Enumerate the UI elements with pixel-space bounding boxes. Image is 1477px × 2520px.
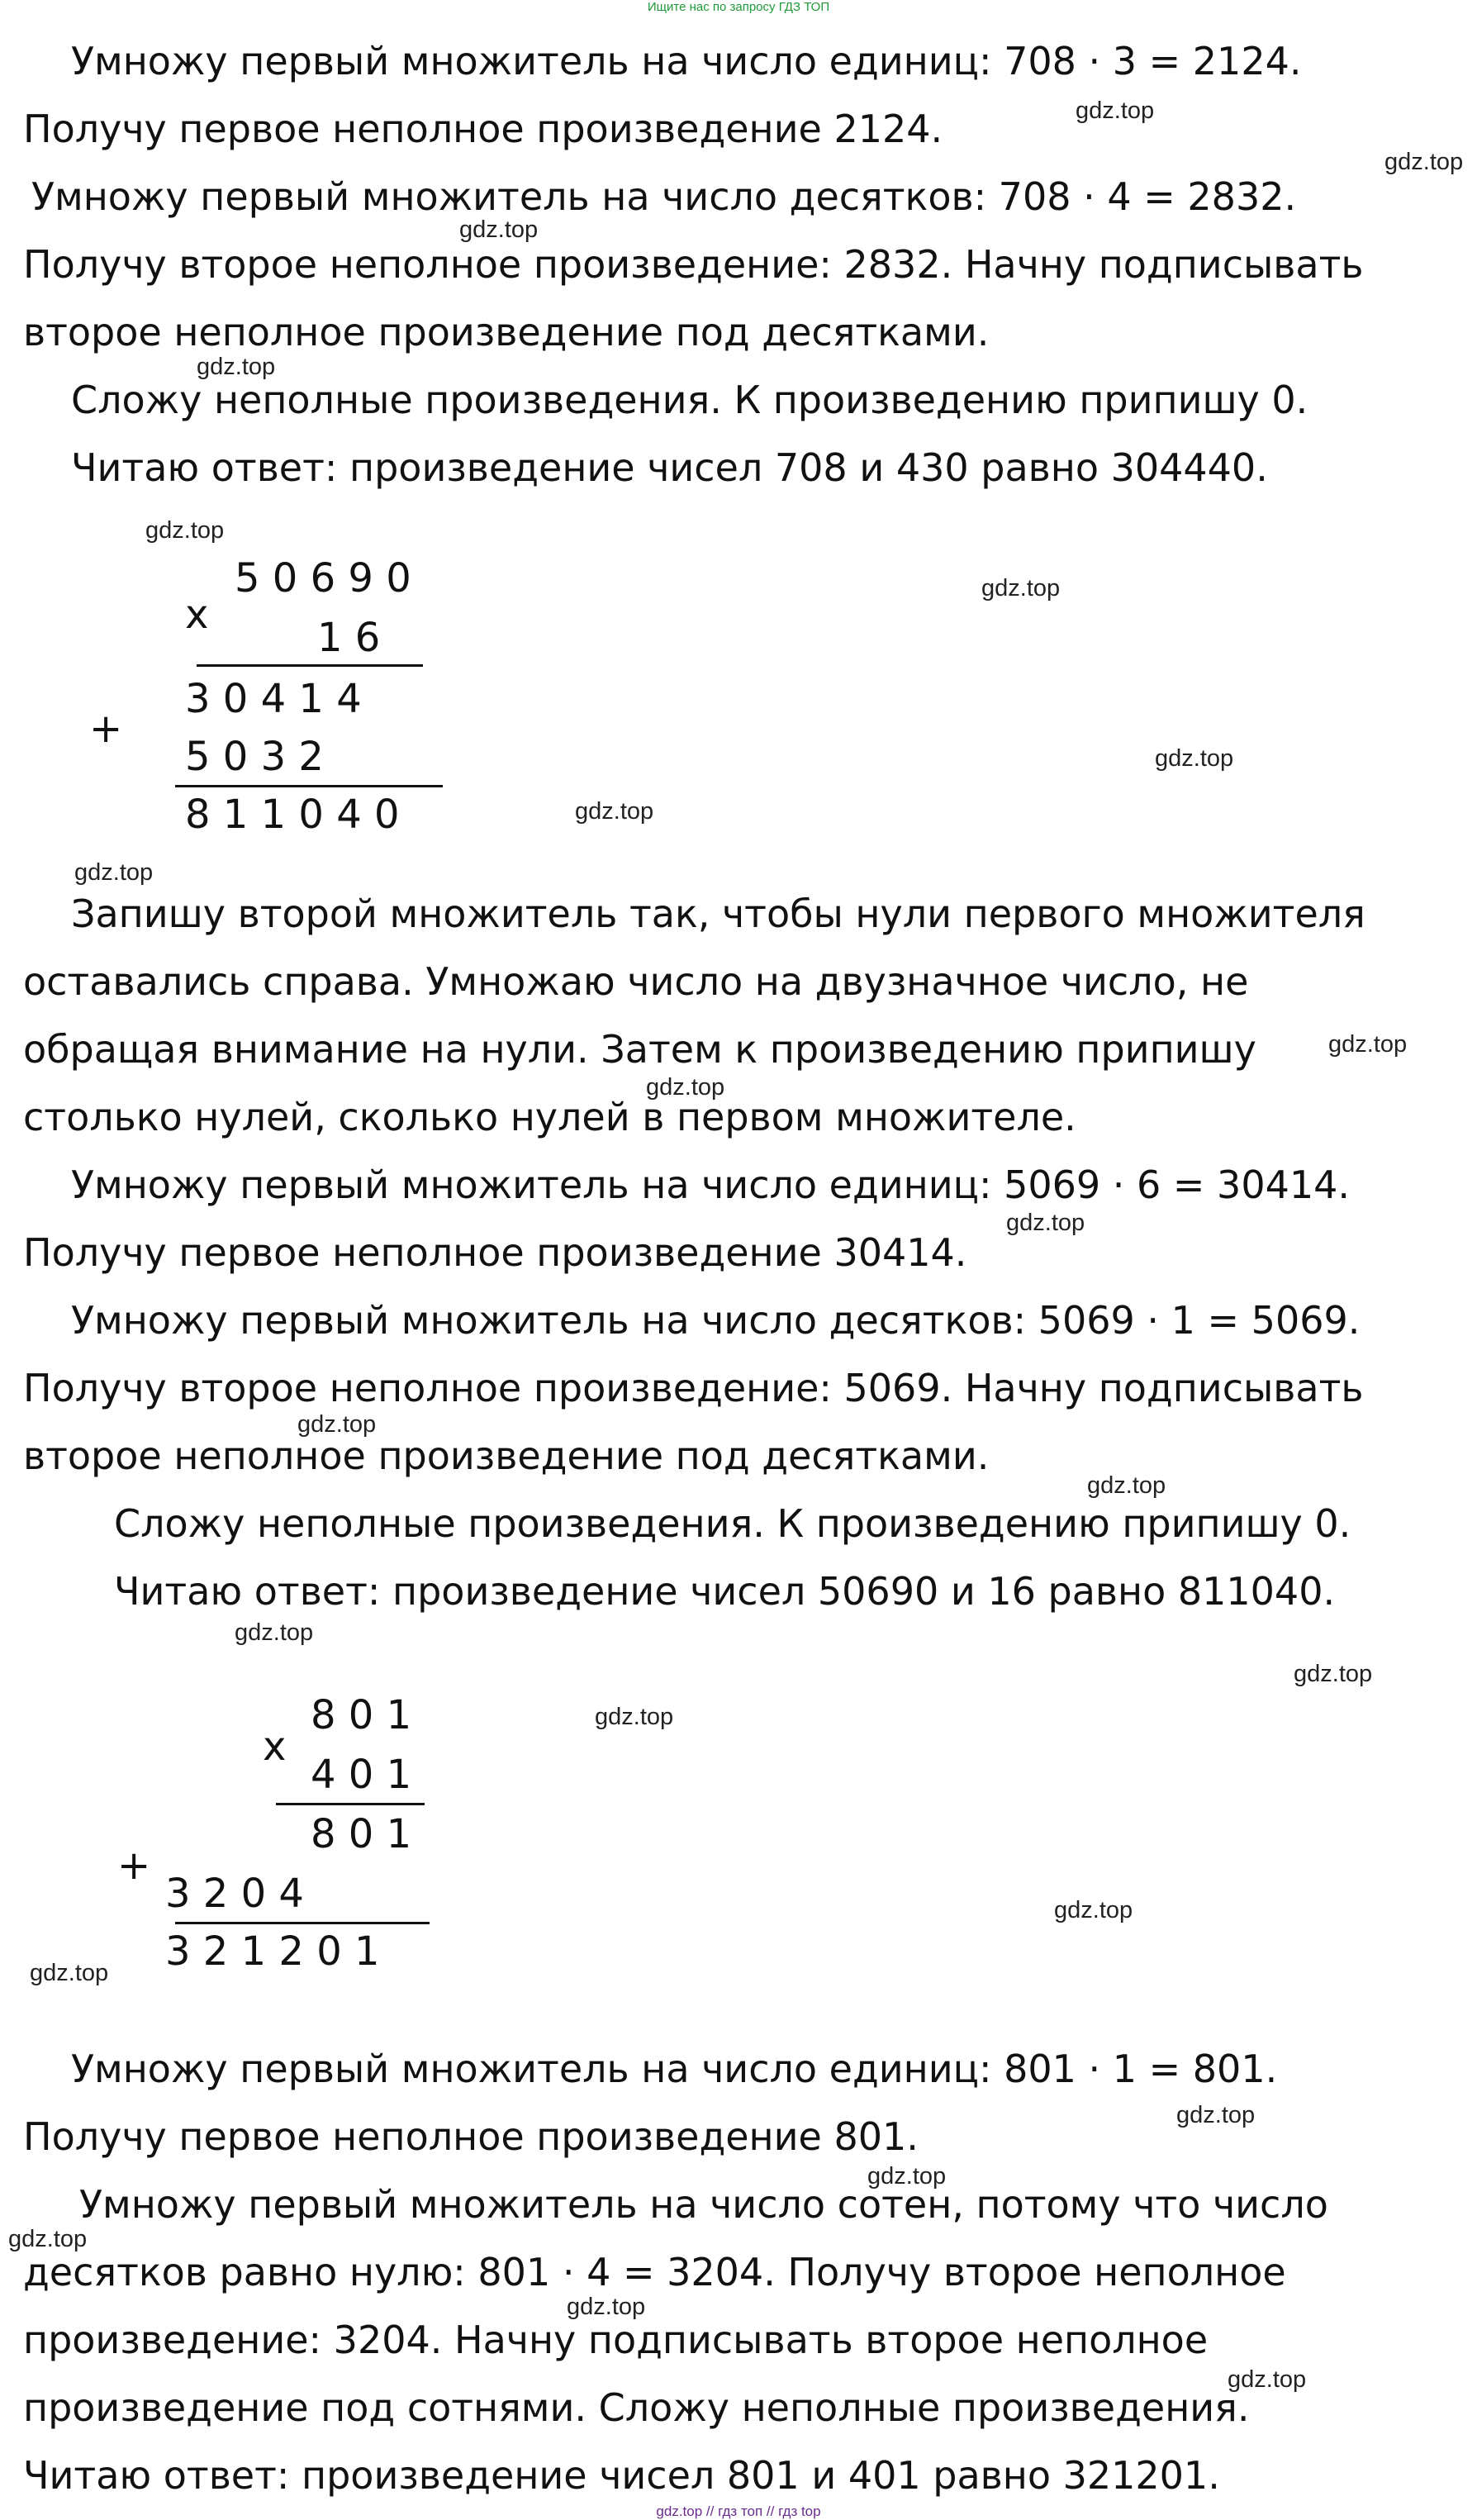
watermark: gdz.top: [575, 798, 654, 825]
text-line: Читаю ответ: произведение чисел 50690 и 16 равно 811040.: [114, 1569, 1336, 1614]
multiplicand: 5 0 6 9 0: [235, 555, 411, 601]
watermark: gdz.top: [1054, 1897, 1133, 1923]
watermark: gdz.top: [8, 2226, 88, 2252]
text-line: произведение под сотнями. Сложу неполные произведения.: [23, 2385, 1250, 2430]
result: 3 2 1 2 0 1: [165, 1928, 380, 1975]
watermark: gdz.top: [1328, 1031, 1408, 1058]
watermark: gdz.top: [981, 575, 1061, 601]
sum-line: [175, 785, 443, 787]
partial-product-2: 3 2 0 4: [165, 1871, 304, 1917]
watermark: gdz.top: [30, 1960, 109, 1986]
text-line: произведение: 3204. Начну подписывать второе неполное: [23, 2318, 1209, 2362]
result: 8 1 1 0 4 0: [185, 792, 400, 838]
top-banner: Ищите нас по запросу ГДЗ ТОП: [647, 0, 830, 14]
text-line: второе неполное произведение под десятками.: [23, 310, 990, 354]
watermark: gdz.top: [197, 354, 276, 380]
partial-product-2: 5 0 3 2: [185, 734, 324, 780]
text-line: Получу первое неполное произведение 30414.: [23, 1230, 967, 1275]
plus-sign: +: [117, 1842, 151, 1889]
watermark: gdz.top: [74, 859, 154, 886]
text-line: Умножу первый множитель на число сотен, потому что число: [79, 2182, 1328, 2227]
watermark: gdz.top: [867, 2163, 947, 2190]
multiplier: 1 6: [317, 615, 381, 661]
watermark: gdz.top: [1076, 97, 1155, 124]
times-sign: x: [185, 592, 209, 638]
product-line: [197, 664, 423, 667]
watermark: gdz.top: [1294, 1661, 1373, 1687]
text-line: второе неполное произведение под десятками.: [23, 1434, 990, 1478]
text-line: Получу второе неполное произведение: 2832. Начну подписывать: [23, 242, 1364, 287]
sum-line: [175, 1922, 430, 1924]
text-line: обращая внимание на нули. Затем к произведению припишу: [23, 1027, 1256, 1072]
watermark: gdz.top: [459, 216, 539, 243]
plus-sign: +: [89, 706, 123, 752]
watermark: gdz.top: [235, 1619, 314, 1646]
watermark: gdz.top: [145, 517, 225, 544]
text-line: Умножу первый множитель на число десятков: 708 · 4 = 2832.: [31, 174, 1297, 219]
text-line: Читаю ответ: произведение чисел 801 и 401 равно 321201.: [23, 2453, 1220, 2498]
text-line: десятков равно нулю: 801 · 4 = 3204. Получу второе неполное: [23, 2250, 1286, 2294]
text-line: оставались справа. Умножаю число на двузначное число, не: [23, 959, 1249, 1004]
multiplier: 4 0 1: [311, 1752, 412, 1798]
partial-product-1: 3 0 4 1 4: [185, 676, 362, 722]
text-line: столько нулей, сколько нулей в первом множителе.: [23, 1095, 1076, 1139]
text-line: Читаю ответ: произведение чисел 708 и 430 равно 304440.: [71, 445, 1268, 490]
text-line: Умножу первый множитель на число единиц: 5069 · 6 = 30414.: [71, 1163, 1351, 1207]
watermark: gdz.top: [1087, 1472, 1166, 1499]
watermark: gdz.top: [567, 2294, 646, 2320]
text-line: Получу первое неполное произведение 801.: [23, 2114, 919, 2159]
watermark: gdz.top: [1176, 2102, 1256, 2128]
watermark: gdz.top: [297, 1411, 377, 1438]
bottom-banner: gdz.top // гдз топ // гдз top: [656, 2503, 821, 2519]
partial-product-1: 8 0 1: [311, 1811, 412, 1857]
text-line: Получу второе неполное произведение: 5069. Начну подписывать: [23, 1366, 1364, 1410]
text-line: Умножу первый множитель на число единиц: 708 · 3 = 2124.: [71, 39, 1302, 83]
watermark: gdz.top: [1006, 1210, 1085, 1236]
watermark: gdz.top: [646, 1074, 725, 1101]
product-line: [276, 1803, 425, 1805]
text-line: Умножу первый множитель на число единиц: 801 · 1 = 801.: [71, 2047, 1278, 2091]
text-line: Сложу неполные произведения. К произведению припишу 0.: [71, 378, 1308, 422]
text-line: Запишу второй множитель так, чтобы нули первого множителя: [71, 892, 1365, 936]
watermark: gdz.top: [1228, 2366, 1307, 2393]
multiplicand: 8 0 1: [311, 1692, 412, 1738]
watermark: gdz.top: [595, 1704, 674, 1730]
text-line: Сложу неполные произведения. К произведению припишу 0.: [114, 1501, 1351, 1546]
text-line: Получу первое неполное произведение 2124.: [23, 107, 943, 151]
watermark: gdz.top: [1155, 745, 1234, 772]
watermark: gdz.top: [1384, 149, 1464, 175]
text-line: Умножу первый множитель на число десятков: 5069 · 1 = 5069.: [71, 1298, 1361, 1343]
times-sign: x: [263, 1724, 287, 1770]
